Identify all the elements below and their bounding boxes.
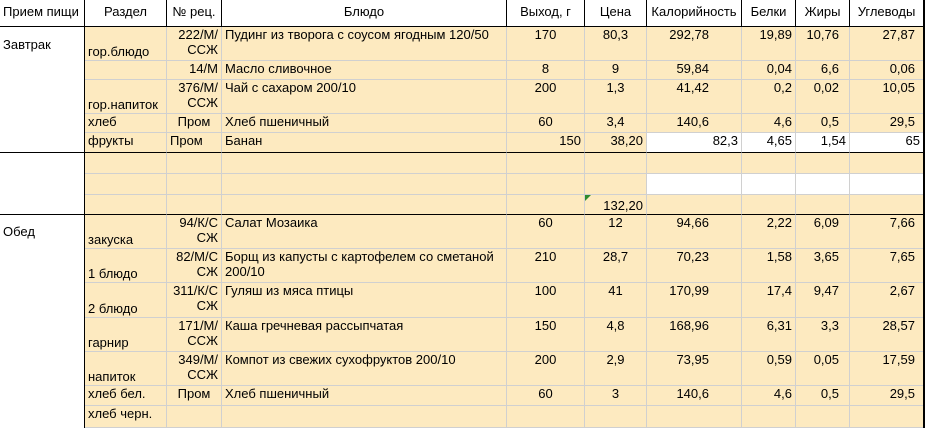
cell-section[interactable]: хлеб черн. xyxy=(85,406,167,428)
table-row xyxy=(0,215,929,249)
cell-fat[interactable] xyxy=(796,153,850,174)
cell-meal[interactable] xyxy=(0,153,85,174)
cell-recipe[interactable]: 171/М/ССЖ xyxy=(167,318,222,352)
cell-yield[interactable]: 60 xyxy=(507,215,585,249)
cell-price[interactable]: 28,7 xyxy=(585,249,647,283)
cell-price[interactable] xyxy=(585,406,647,428)
cell-carbs[interactable]: 0,06 xyxy=(850,61,924,80)
cell-price[interactable]: 9 xyxy=(585,61,647,80)
cell-fat[interactable]: 0,05 xyxy=(796,352,850,386)
cell-section[interactable] xyxy=(85,195,167,215)
cell-kcal[interactable]: 70,23 xyxy=(647,249,742,283)
cell-carbs[interactable]: 29,5 xyxy=(850,386,924,406)
table-row xyxy=(0,283,929,318)
cell-section[interactable]: гор.напиток xyxy=(85,80,167,114)
cell-meal[interactable] xyxy=(0,80,85,114)
cell-yield[interactable]: 8 xyxy=(507,61,585,80)
cell-carbs[interactable]: 7,66 xyxy=(850,215,924,249)
cell-dish[interactable] xyxy=(222,153,507,174)
cell-price[interactable]: 41 xyxy=(585,283,647,318)
cell-kcal[interactable]: 170,99 xyxy=(647,283,742,318)
cell-kcal[interactable] xyxy=(647,195,742,215)
table-row xyxy=(0,318,929,352)
cell-carbs[interactable] xyxy=(850,406,924,428)
cell-recipe[interactable]: Пром xyxy=(167,386,222,406)
cell-fat[interactable] xyxy=(796,174,850,195)
header-price[interactable]: Цена xyxy=(585,0,647,27)
cell-price-total[interactable] xyxy=(585,195,647,215)
cell-recipe[interactable]: 222/М/ССЖ xyxy=(167,27,222,61)
cell-dish[interactable] xyxy=(222,174,507,195)
cell-price[interactable] xyxy=(585,153,647,174)
cell-dish[interactable]: Чай с сахаром 200/10 xyxy=(222,80,507,114)
cell-section[interactable] xyxy=(85,61,167,80)
cell-dish[interactable]: Хлеб пшеничный xyxy=(222,386,507,406)
cell-dish[interactable]: Масло сливочное xyxy=(222,61,507,80)
cell-recipe[interactable] xyxy=(167,195,222,215)
cell-fat[interactable]: 0,02 xyxy=(796,80,850,114)
cell-dish[interactable]: Салат Мозаика xyxy=(222,215,507,249)
cell-yield[interactable]: 200 xyxy=(507,352,585,386)
table-row xyxy=(0,114,929,133)
cell-kcal[interactable]: 168,96 xyxy=(647,318,742,352)
header-section[interactable]: Раздел xyxy=(85,0,167,27)
cell-section[interactable]: 2 блюдо xyxy=(85,283,167,318)
cell-section[interactable] xyxy=(85,153,167,174)
cell-price[interactable]: 12 xyxy=(585,215,647,249)
cell-yield[interactable]: 60 xyxy=(507,114,585,133)
cell-recipe[interactable]: Пром xyxy=(167,114,222,133)
cell-kcal[interactable]: 82,3 xyxy=(647,133,742,153)
cell-recipe[interactable] xyxy=(167,153,222,174)
cell-price[interactable]: 3 xyxy=(585,386,647,406)
cell-meal[interactable] xyxy=(0,195,85,215)
cell-protein[interactable] xyxy=(742,153,796,174)
cell-protein[interactable]: 4,6 xyxy=(742,386,796,406)
cell-protein[interactable]: 6,31 xyxy=(742,318,796,352)
cell-kcal[interactable] xyxy=(647,174,742,195)
table-right-border xyxy=(923,0,925,428)
cell-fat[interactable]: 3,65 xyxy=(796,249,850,283)
cell-yield[interactable]: 210 xyxy=(507,249,585,283)
formula-marker xyxy=(585,195,591,201)
cell-carbs[interactable]: 27,87 xyxy=(850,27,924,61)
cell-protein[interactable]: 2,22 xyxy=(742,215,796,249)
cell-protein[interactable]: 4,65 xyxy=(742,133,796,153)
cell-kcal[interactable]: 73,95 xyxy=(647,352,742,386)
cell-protein[interactable] xyxy=(742,174,796,195)
cell-recipe[interactable]: 311/К/ССЖ xyxy=(167,283,222,318)
cell-fat[interactable]: 10,76 xyxy=(796,27,850,61)
cell-yield[interactable]: 200 xyxy=(507,80,585,114)
cell-dish[interactable]: Банан xyxy=(222,133,507,153)
cell-section[interactable]: фрукты xyxy=(85,133,167,153)
table-row xyxy=(0,27,929,61)
table-row xyxy=(0,153,929,174)
cell-fat[interactable] xyxy=(796,406,850,428)
cell-carbs[interactable]: 17,59 xyxy=(850,352,924,386)
cell-yield[interactable]: 150 xyxy=(507,318,585,352)
cell-section[interactable]: гор.блюдо xyxy=(85,27,167,61)
cell-meal[interactable]: Обед xyxy=(0,215,85,249)
cell-section[interactable]: закуска xyxy=(85,215,167,249)
cell-yield[interactable] xyxy=(507,153,585,174)
cell-dish[interactable]: Хлеб пшеничный xyxy=(222,114,507,133)
cell-dish[interactable]: Каша гречневая рассыпчатая xyxy=(222,318,507,352)
header-protein[interactable]: Белки xyxy=(742,0,796,27)
header-fat[interactable]: Жиры xyxy=(796,0,850,27)
cell-price[interactable] xyxy=(585,174,647,195)
cell-price[interactable]: 38,20 xyxy=(585,133,647,153)
cell-protein[interactable]: 17,4 xyxy=(742,283,796,318)
cell-meal[interactable] xyxy=(0,283,85,318)
cell-kcal[interactable]: 140,6 xyxy=(647,114,742,133)
table-row xyxy=(0,174,929,195)
header-kcal[interactable]: Калорийность xyxy=(647,0,742,27)
cell-carbs[interactable]: 2,67 xyxy=(850,283,924,318)
cell-yield[interactable] xyxy=(507,195,585,215)
header-dish[interactable]: Блюдо xyxy=(222,0,507,27)
cell-dish[interactable]: Компот из свежих сухофруктов 200/10 xyxy=(222,352,507,386)
cell-section[interactable]: напиток xyxy=(85,352,167,386)
cell-carbs[interactable]: 29,5 xyxy=(850,114,924,133)
price-total-value: 132,20 xyxy=(603,198,643,213)
table-row xyxy=(0,386,929,406)
cell-yield[interactable]: 170 xyxy=(507,27,585,61)
cell-meal[interactable] xyxy=(0,174,85,195)
cell-recipe[interactable]: Пром xyxy=(167,133,222,153)
cell-meal[interactable] xyxy=(0,406,85,428)
table-row xyxy=(0,133,929,153)
cell-recipe[interactable]: 349/М/ССЖ xyxy=(167,352,222,386)
cell-meal[interactable] xyxy=(0,318,85,352)
cell-carbs[interactable]: 7,65 xyxy=(850,249,924,283)
cell-meal[interactable]: Завтрак xyxy=(0,27,85,61)
cell-recipe[interactable]: 94/К/ССЖ xyxy=(167,215,222,249)
cell-price[interactable]: 1,3 xyxy=(585,80,647,114)
cell-fat[interactable]: 0,5 xyxy=(796,386,850,406)
table-row xyxy=(0,195,929,215)
cell-kcal[interactable] xyxy=(647,406,742,428)
cell-meal[interactable] xyxy=(0,249,85,283)
cell-protein[interactable] xyxy=(742,195,796,215)
cell-protein[interactable]: 0,59 xyxy=(742,352,796,386)
table-row xyxy=(0,61,929,80)
cell-meal[interactable] xyxy=(0,61,85,80)
cell-kcal[interactable]: 41,42 xyxy=(647,80,742,114)
cell-protein[interactable]: 0,04 xyxy=(742,61,796,80)
cell-kcal[interactable]: 292,78 xyxy=(647,27,742,61)
cell-kcal[interactable]: 59,84 xyxy=(647,61,742,80)
table-row xyxy=(0,406,929,428)
cell-recipe[interactable]: 82/М/ССЖ xyxy=(167,249,222,283)
cell-section[interactable]: гарнир xyxy=(85,318,167,352)
cell-fat[interactable] xyxy=(796,195,850,215)
cell-price[interactable]: 2,9 xyxy=(585,352,647,386)
cell-dish[interactable]: Борщ из капусты с картофелем со сметаной 200/10 xyxy=(222,249,507,283)
cell-protein[interactable]: 1,58 xyxy=(742,249,796,283)
cell-meal[interactable] xyxy=(0,114,85,133)
cell-protein[interactable]: 4,6 xyxy=(742,114,796,133)
table-row xyxy=(0,80,929,114)
cell-kcal[interactable]: 94,66 xyxy=(647,215,742,249)
cell-fat[interactable]: 6,6 xyxy=(796,61,850,80)
cell-fat[interactable]: 1,54 xyxy=(796,133,850,153)
cell-price[interactable]: 3,4 xyxy=(585,114,647,133)
cell-yield[interactable]: 60 xyxy=(507,386,585,406)
header-row xyxy=(0,0,929,27)
cell-kcal[interactable]: 140,6 xyxy=(647,386,742,406)
cell-carbs[interactable]: 28,57 xyxy=(850,318,924,352)
header-meal[interactable]: Прием пищи xyxy=(0,0,85,27)
cell-dish[interactable] xyxy=(222,406,507,428)
header-recipe[interactable]: № рец. xyxy=(167,0,222,27)
cell-yield[interactable] xyxy=(507,406,585,428)
cell-protein[interactable] xyxy=(742,406,796,428)
cell-fat[interactable]: 6,09 xyxy=(796,215,850,249)
cell-dish[interactable]: Гуляш из мяса птицы xyxy=(222,283,507,318)
cell-carbs[interactable] xyxy=(850,174,924,195)
cell-section[interactable]: хлеб xyxy=(85,114,167,133)
cell-meal[interactable] xyxy=(0,386,85,406)
table-row xyxy=(0,249,929,283)
cell-section[interactable]: хлеб бел. xyxy=(85,386,167,406)
cell-yield[interactable]: 150 xyxy=(507,133,585,153)
cell-price[interactable]: 80,3 xyxy=(585,27,647,61)
cell-fat[interactable]: 3,3 xyxy=(796,318,850,352)
cell-yield[interactable] xyxy=(507,174,585,195)
cell-meal[interactable] xyxy=(0,133,85,153)
cell-fat[interactable]: 9,47 xyxy=(796,283,850,318)
cell-section[interactable]: 1 блюдо xyxy=(85,249,167,283)
cell-protein[interactable]: 0,2 xyxy=(742,80,796,114)
cell-dish[interactable]: Пудинг из творога с соусом ягодным 120/50 xyxy=(222,27,507,61)
cell-recipe[interactable]: 376/М/ССЖ xyxy=(167,80,222,114)
cell-carbs[interactable] xyxy=(850,153,924,174)
cell-kcal[interactable] xyxy=(647,153,742,174)
header-yield[interactable]: Выход, г xyxy=(507,0,585,27)
cell-protein[interactable]: 19,89 xyxy=(742,27,796,61)
cell-carbs[interactable] xyxy=(850,195,924,215)
cell-section[interactable] xyxy=(85,174,167,195)
cell-recipe[interactable] xyxy=(167,406,222,428)
cell-carbs[interactable]: 65 xyxy=(850,133,924,153)
header-carbs[interactable]: Углеводы xyxy=(850,0,924,27)
cell-recipe[interactable] xyxy=(167,174,222,195)
cell-price[interactable]: 4,8 xyxy=(585,318,647,352)
cell-carbs[interactable]: 10,05 xyxy=(850,80,924,114)
cell-dish[interactable] xyxy=(222,195,507,215)
table-row xyxy=(0,352,929,386)
cell-yield[interactable]: 100 xyxy=(507,283,585,318)
cell-fat[interactable]: 0,5 xyxy=(796,114,850,133)
cell-meal[interactable] xyxy=(0,352,85,386)
cell-recipe[interactable]: 14/М xyxy=(167,61,222,80)
